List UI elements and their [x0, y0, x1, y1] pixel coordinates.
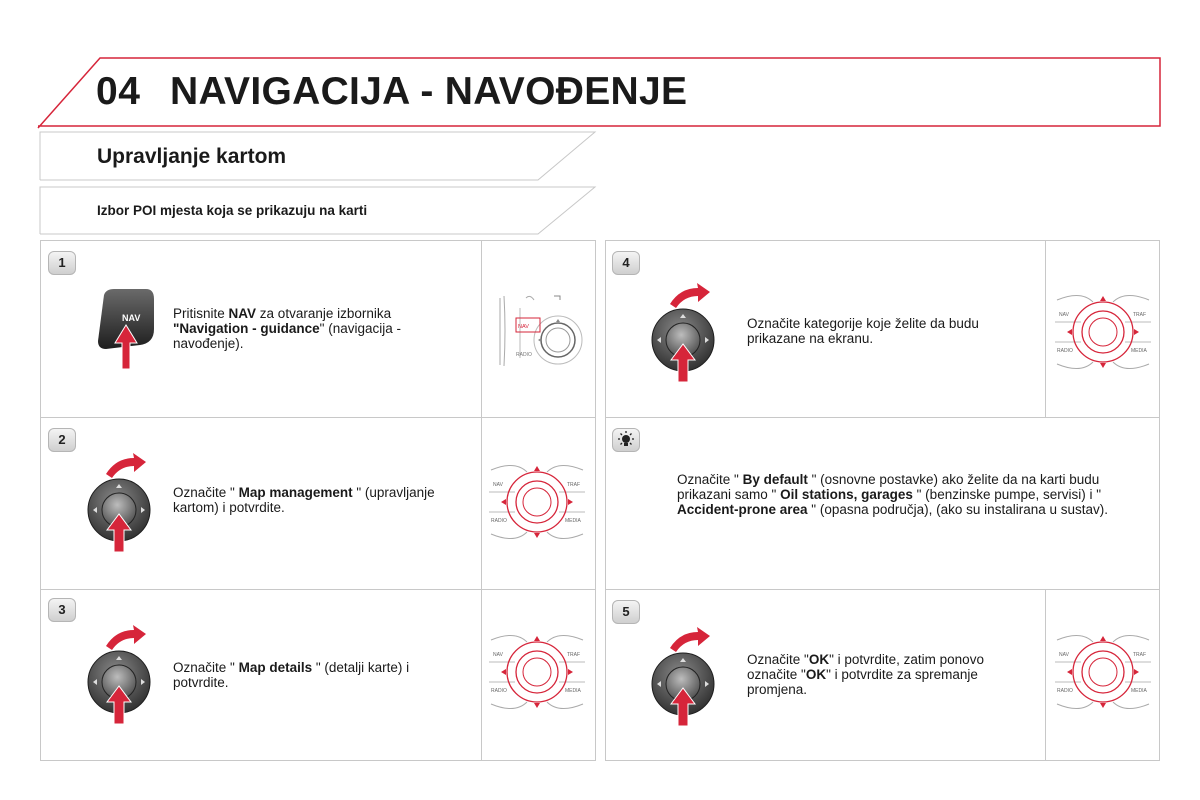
thumb-media-label: MEDIA: [1131, 348, 1147, 354]
step-number-badge: 4: [612, 251, 640, 275]
chapter-number: 04: [96, 70, 141, 113]
thumb-radio-label: RADIO: [516, 352, 532, 358]
control-console-thumbnail: [485, 632, 589, 717]
control-console-thumbnail: [485, 462, 589, 547]
tip-badge: [612, 428, 640, 452]
control-console-thumbnail: [1051, 292, 1155, 377]
bold-term: "Navigation - guidance: [173, 321, 320, 336]
lightbulb-icon: [613, 429, 639, 451]
bold-term: Accident-prone area: [677, 502, 808, 517]
thumb-traf-label: TRAF: [1133, 652, 1147, 658]
tip-instruction: [677, 472, 1137, 517]
step-5-instruction: [747, 652, 1037, 697]
dashboard-thumbnail: [490, 290, 590, 370]
thumb-radio-label: RADIO: [491, 688, 507, 694]
thumb-nav-label: NAV: [518, 324, 529, 330]
thumb-traf-label: TRAF: [567, 482, 581, 488]
rotary-knob-icon: [86, 452, 156, 557]
knob-shape: [106, 625, 146, 650]
thumb-media-label: MEDIA: [565, 518, 581, 524]
text-run: " (detalji karte) i potvrdite.: [173, 660, 410, 690]
left-panel-column-divider: [481, 240, 482, 761]
bold-term: Map details: [238, 660, 313, 675]
thumb-media-label: MEDIA: [1131, 688, 1147, 694]
row-divider: [605, 589, 1160, 590]
thumb-nav-label: NAV: [493, 482, 503, 488]
bold-term: Oil stations, garages: [780, 487, 913, 502]
bold-term: By default: [742, 472, 808, 487]
thumb-radio-label: RADIO: [1057, 348, 1073, 354]
thumb-traf-label: TRAF: [1133, 312, 1147, 318]
step-1-instruction: [173, 306, 453, 351]
nav-button-icon: [96, 285, 160, 369]
text-run: " (opasna područja), (ako su instalirana u sustav).: [807, 502, 1108, 517]
text-run: za otvaranje izbornika: [256, 306, 392, 321]
bold-term: OK: [808, 652, 830, 667]
control-console-thumbnail: [1051, 632, 1155, 717]
text-run: " i potvrdite, zatim ponovo označite ": [747, 652, 984, 682]
knob-shape: [670, 627, 710, 652]
rotary-knob-icon: [650, 282, 720, 387]
thumb-media-label: MEDIA: [565, 688, 581, 694]
step-number-badge: 3: [48, 598, 76, 622]
row-divider: [40, 589, 596, 590]
rotary-knob-icon: [650, 626, 720, 731]
text-run: " (upravljanje kartom) i potvrdite.: [173, 485, 435, 515]
text-run: Označite ": [677, 472, 743, 487]
text-run: " (benzinske pumpe, servisi) i ": [912, 487, 1102, 502]
thumb-nav-label: NAV: [493, 652, 503, 658]
text-run: Pritisnite: [173, 306, 229, 321]
chapter-title: NAVIGACIJA - NAVOĐENJE: [170, 70, 688, 113]
text-run: Označite ": [747, 652, 809, 667]
bold-term: NAV: [228, 306, 257, 321]
subsection-title: Izbor POI mjesta koja se prikazuju na karti: [97, 203, 368, 218]
bold-term: OK: [805, 667, 827, 682]
row-divider: [605, 417, 1160, 418]
thumb-nav-label: NAV: [1059, 312, 1069, 318]
section-title: Upravljanje kartom: [97, 145, 287, 168]
text-run: Označite ": [173, 660, 239, 675]
step-number-badge: 5: [612, 600, 640, 624]
bold-term: Map management: [238, 485, 353, 500]
rotary-knob-icon: [86, 624, 156, 729]
right-panel-column-divider: [1045, 240, 1046, 417]
step-2-instruction: [173, 485, 453, 515]
step-3-instruction: [173, 660, 463, 690]
thumb-traf-label: TRAF: [567, 652, 581, 658]
text-run: Označite kategorije koje želite da budu prikazane na ekranu.: [747, 316, 979, 346]
step-number-badge: 1: [48, 251, 76, 275]
step-number-badge: 2: [48, 428, 76, 452]
knob-shape: [106, 453, 146, 478]
thumb-nav-label: NAV: [1059, 652, 1069, 658]
nav-key-label: NAV: [122, 313, 141, 323]
text-run: " i potvrdite za spremanje promjena.: [747, 667, 978, 697]
right-panel-column-divider: [1045, 589, 1046, 761]
thumb-radio-label: RADIO: [491, 518, 507, 524]
text-run: " (osnovne postavke) ako želite da na karti budu prikazani samo ": [677, 472, 1100, 502]
text-run: " (navigacija - navođenje).: [173, 321, 401, 351]
thumb-radio-label: RADIO: [1057, 688, 1073, 694]
knob-shape: [670, 283, 710, 308]
text-run: Označite ": [173, 485, 239, 500]
step-4-instruction: [747, 316, 1032, 346]
row-divider: [40, 417, 596, 418]
